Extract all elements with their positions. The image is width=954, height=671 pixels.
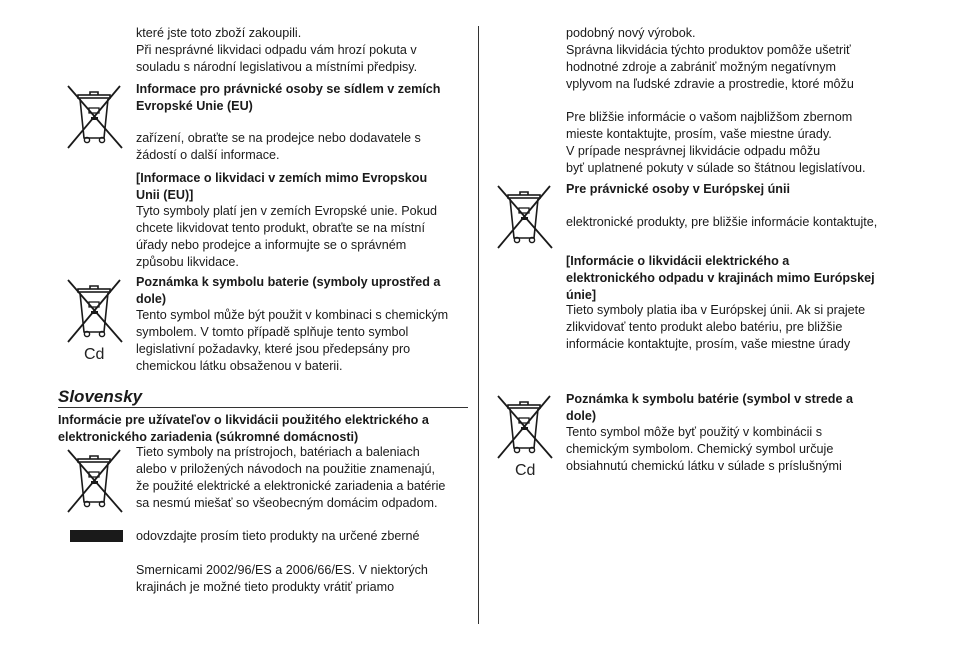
left-outside-eu-body: Tyto symboly platí jen v zemích Evropské unie. Pokud chcete likvidovat tento produkt, obraťte se na místní úřady nebo prodejce a informujte se o správném způsobu likvidace. — [136, 204, 437, 269]
right-outside-eu-body: Tieto symboly platia iba v Európskej únii. Ak si prajete zlikvidovať tento produkt alebo batériu, pre bližšie informácie kontaktujte, prosím, vaše miestne úrady — [566, 303, 866, 351]
left-battery-body: Tento symbol může být použit v kombinaci s chemickým symbolem. V tomto případě splňuje tento symbol legislativní požadavky, které jsou předepsány pro chemickou látku obsaženou v baterii. — [136, 308, 449, 373]
users-heading: Informácie pre užívateľov o likvidácii použitého elektrického a elektronického zariadenia (súkromné domácnosti) — [58, 413, 429, 444]
crossed-bin-icon — [64, 446, 124, 516]
crossed-bin-icon — [494, 182, 554, 252]
cd-chemical-symbol: Cd — [84, 346, 105, 363]
left-intro: které jste toto zboží zakoupili. Při nesprávné likvidaci odpadu vám hrozí pokuta v souladu s národní legislativou a místními předpisy. — [136, 26, 418, 74]
right-battery-body: Tento symbol môže byť použitý v kombinácii s chemickým symbolom. Chemický symbol určuje obsiahnutú chemickú látku v súlade s príslušnými — [566, 425, 842, 473]
users-after-bar: odovzdajte prosím tieto produkty na určené zberné — [136, 529, 420, 543]
users-body: Tieto symboly na prístrojoch, batériach a baleniach alebo v priložených návodoch na použitie znamenajú, že použité elektrické a elektronické zariadenia a batérie sa nesmú miešať so všeobecným domácim odpadom. — [136, 445, 446, 510]
left-eu-business-body: zařízení, obraťte se na prodejce nebo dodavatele s žádostí o další informace. — [136, 131, 421, 162]
left-eu-business-heading: Informace pro právnické osoby se sídlem v zemích Evropské Unie (EU) — [136, 82, 441, 113]
right-more-info: Pre bližšie informácie o vašom najbližšom zbernom mieste kontaktujte, prosím, vaše miestne úrady. V prípade nesprávnej likvidácie odpadu môžu byť uplatnené pokuty v súlade so štátnou legislatívou. — [566, 110, 866, 175]
crossed-bin-icon — [494, 392, 554, 462]
column-divider — [478, 26, 479, 624]
crossed-bin-icon — [64, 82, 124, 152]
black-bar — [70, 530, 123, 542]
right-eu-business-heading: Pre právnické osoby v Európskej únii — [566, 182, 790, 196]
right-battery-heading: Poznámka k symbolu batérie (symbol v strede a dole) — [566, 392, 853, 423]
left-outside-eu-heading: [Informace o likvidaci v zemích mimo Evropskou Unii (EU)] — [136, 171, 428, 202]
crossed-bin-icon — [64, 276, 124, 346]
section-title: Slovensky — [58, 387, 143, 406]
right-intro: podobný nový výrobok. Správna likvidácia týchto produktov pomôže ušetriť hodnotné zdroje a zabrániť možným negatívnym vplyvom na ľudské zdravie a prostredie, ktoré môžu — [566, 26, 854, 91]
left-battery-heading: Poznámka k symbolu baterie (symboly uprostřed a dole) — [136, 275, 441, 306]
cd-chemical-symbol: Cd — [515, 462, 536, 479]
right-eu-business-body: elektronické produkty, pre bližšie informácie kontaktujte, — [566, 215, 878, 229]
section-rule — [58, 407, 468, 408]
right-outside-eu-heading: [Informácie o likvidácii elektrického a elektronického odpadu v krajinách mimo Európskej únie] — [566, 254, 875, 302]
users-directive: Smernicami 2002/96/ES a 2006/66/ES. V niektorých krajinách je možné tieto produkty vrátiť priamo — [136, 563, 428, 594]
